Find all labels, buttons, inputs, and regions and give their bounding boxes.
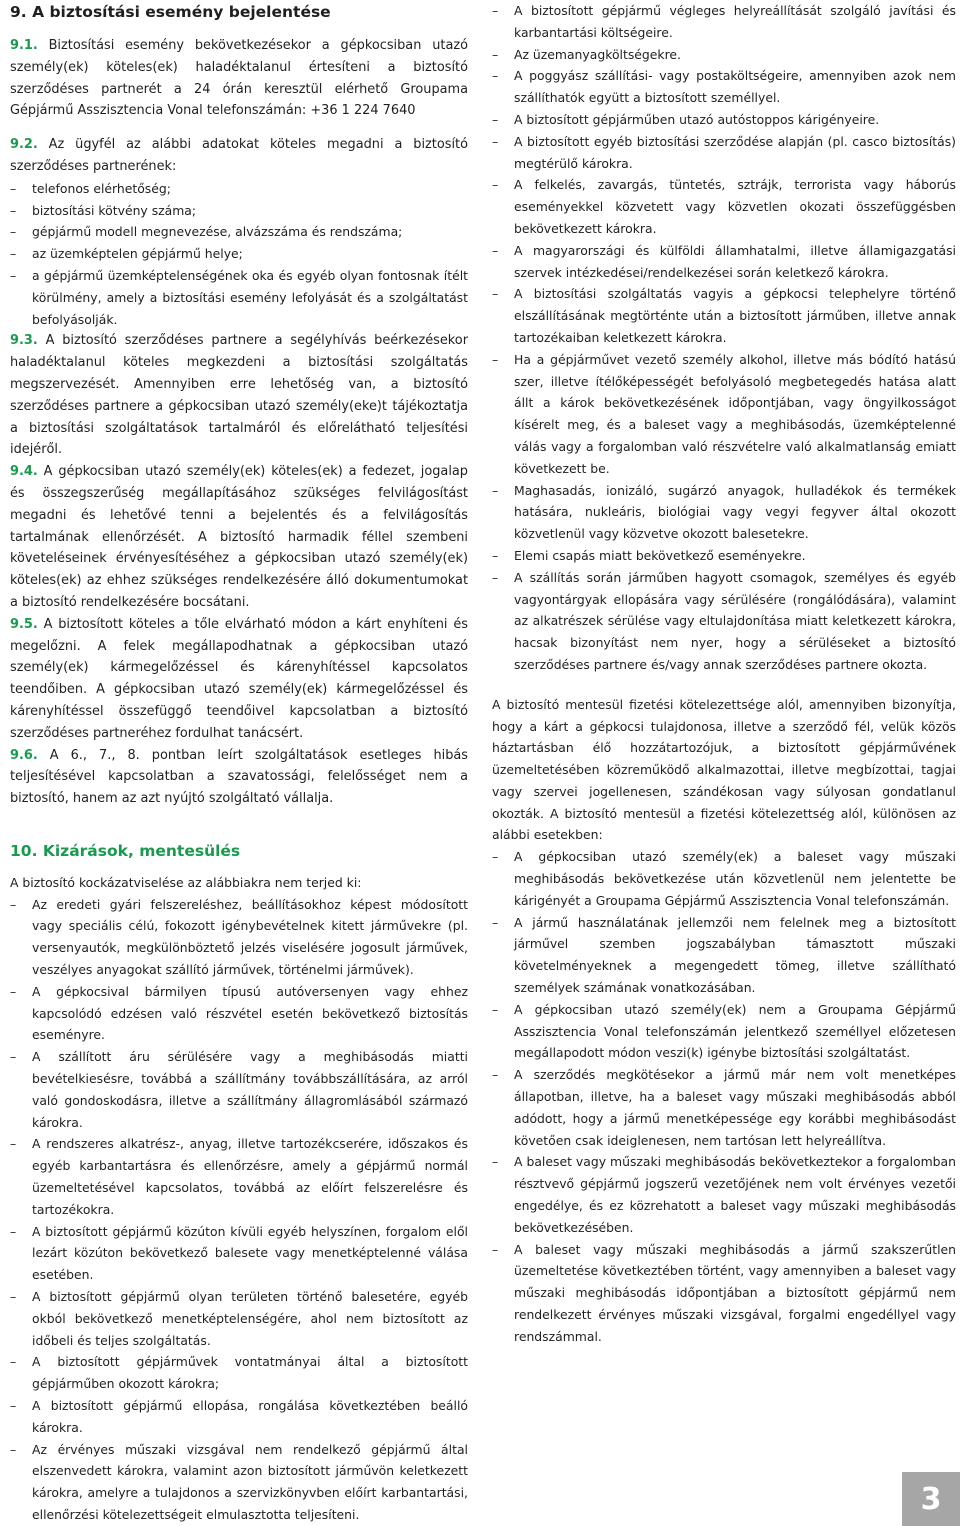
paragraph-9-4: 9.4. A gépkocsiban utazó személy(ek) köteles(ek) a fedezet, jogalap és összegszerűség megállapításához szükséges felvilágosítást megadni és lehetővé tenni a bejelentés és a felvilágosítás tartalmának ellenőrzését. A biztosító harmadik féllel szembeni követeléseinek érvényesítéséhez a gépkocsiban utazó személy(ek) köteles(ek) az ehhez szükséges rendelkezésére álló dokumentumokat a biztosító rendelkezésére bocsátani. [10,464,468,610]
list-item: – Az eredeti gyári felszereléshez, beállításokhoz képest módosított vagy speciális célú, fokozott igénybevételnek kitett járművekre (pl. versenyautók, megkülönböztető jelzés viselésére jogosult járművek, veszélyes anyagokat szállító járművek, történelmi járművek). [10,894,468,981]
list-item: – A felkelés, zavargás, tüntetés, sztrájk, terrorista vagy háborús eseményekkel közvetett vagy közvetlen okozati összefüggésben bekövetkezett károkra. [492,174,956,239]
list-item: – A biztosított egyéb biztosítási szerződése alapján (pl. casco biztosítás) megtérülő károkra. [492,131,956,175]
exemption-list [492,846,956,1347]
page-number: 3 [902,1472,960,1526]
list-item: – A rendszeres alkatrész-, anyag, illetve tartozékcserére, időszakos és egyéb karbantartásra és ellenőrzésre, amely a gépjármű normál üzemeltetésével kapcsolatos, továbbá az előírt felszerelésre és tartozékokra. [10,1133,468,1220]
list-item: – A szállítás során járműben hagyott csomagok, személyes és egyéb vagyontárgyak ellopására vagy sérülésére (rongálódására), valamint az alkatrészek sérülése vagy eltulajdonítása miatt keletkezett károkra, hacsak bizonyítást nem nyer, hogy a sérüléseket a biztosító szerződéses partnere és/vagy annak szerződéses partnere okozta. [492,567,956,676]
list-item: – Az üzemanyagköltségekre. [492,44,956,66]
section-10-intro: A biztosító kockázatviselése az alábbiakra nem terjed ki: [10,874,362,890]
list-item: – A baleset vagy műszaki meghibásodás a jármű szakszerűtlen üzemeltetése következtében történt, vagy amennyiben a baleset vagy műszaki meghibásodás időpontjában a biztosított gépjármű nem rendelkezett érvényes műszaki vizsgával, forgalmi engedéllyel vagy rendszámmal. [492,1239,956,1348]
right-column [492,0,956,1348]
paragraph-9-2: 9.2. Az ügyfél az alábbi adatokat köteles megadni a biztosító szerződéses partnerének: [10,137,468,174]
list-item: – A biztosított gépjárműben utazó autóstoppos kárigényeire. [492,109,956,131]
exclusions-list-right [492,0,956,676]
paragraph-9-1: 9.1. Biztosítási esemény bekövetkezésekor a gépkocsiban utazó személy(ek) köteles(ek) haladéktalanul értesíteni a biztosító szerződéses partnerét a 24 órán keresztül elérhető Groupama Gépjármű Asszisztencia Vonal telefonszámán: +36 1 224 7640 [10,38,468,119]
list-item: – A baleset vagy műszaki meghibásodás bekövetkeztekor a forgalomban résztvevő gépjármű jogszerű vezetőjének nem volt érvényes vezetői engedélye, és ez közrehatott a baleset vagy műszaki meghibásodás bekövetkezésében. [492,1151,956,1238]
list-item: – A gépkocsiban utazó személy(ek) nem a Groupama Gépjármű Asszisztencia Vonal telefonszámán jelentkező személlyel előzetesen megállapodott módon veszi(k) igénybe biztosítási szolgáltatást. [492,999,956,1064]
list-item: – biztosítási kötvény száma; [10,200,468,222]
section-9-body [10,35,468,810]
list-item: – telefonos elérhetőség; [10,178,468,200]
list-item: – A jármű használatának jellemzői nem felelnek meg a biztosított járművel szemben jogszabályban támasztott műszaki követelményeknek a megengedett tömeg, illetve szállítható személyek számának vonatkozásában. [492,912,956,999]
exemption-intro: A biztosító mentesül fizetési kötelezettsége alól, amennyiben bizonyítja, hogy a kárt a gépkocsi tulajdonosa, illetve a szerződő fél, velük közös háztartásban élő hozzátartozójuk, a biztosított gépjárművének üzemeltetésében közreműködő alkalmazottai, illetve megbízottai, tagjai vagy szervei jogellenesen, szándékosan vagy súlyosan gondatlanul okozták. A biztosító mentesül a fizetési kötelezettség alól, különösen az alábbi esetekben: [492,696,956,843]
list-item: – gépjármű modell megnevezése, alvázszáma és rendszáma; [10,221,468,243]
list-item: – A biztosított gépjármű végleges helyreállítását szolgáló javítási és karbantartási költségeire. [492,0,956,44]
list-item: – A gépkocsival bármilyen típusú autóversenyen vagy ehhez kapcsolódó edzésen való részvétel esetén bekövetkező biztosítás eseményre. [10,981,468,1046]
list-item: – A szállított áru sérülésére vagy a meghibásodás miatti bevételkiesésre, továbbá a szállítmány továbbszállítására, az arról való gondoskodásra, illetve a szállítmány állagromlásából származó károkra. [10,1046,468,1133]
section-9-title: 9. A biztosítási esemény bejelentése [10,3,331,21]
paragraph-9-5: 9.5. A biztosított köteles a tőle elvárható módon a kárt enyhíteni és megelőzni. A felek megállapodhatnak a gépkocsiban utazó személy(ek) kármegelőzéssel és kárenyhítéssel kapcsolatos teendőiben. A gépkocsiban utazó személy(ek) kármegelőzéssel és kárenyhítéssel összefüggő teendőivel kapcsolatban a biztosító szerződéses partneréhez fordulhat tanácsért. [10,616,468,741]
list-item: – A gépkocsiban utazó személy(ek) a baleset vagy műszaki meghibásodás bekövetkezése után közvetlenül nem jelentette be kárigényét a Groupama Gépjármű Asszisztencia Vonal telefonszámán. [492,846,956,911]
list-9-2 [10,178,468,331]
paragraph-9-6: 9.6. A 6., 7., 8. pontban leírt szolgáltatások esetleges hibás teljesítésével kapcsolatban a szavatossági, felelősséget nem a biztosító, hanem az azt nyújtó szolgáltató vállalja. [10,747,468,807]
list-item: – A magyarországi és külföldi államhatalmi, illetve államigazgatási szervek intézkedései/rendelkezései során keletkező károkra. [492,240,956,284]
list-item: – az üzemképtelen gépjármű helye; [10,243,468,265]
list-item: – a gépjármű üzemképtelenségének oka és egyéb olyan fontosnak ítélt körülmény, amely a biztosítási esemény lefolyását és a szolgáltatást befolyásolják. [10,265,468,330]
list-item: – A szerződés megkötésekor a jármű már nem volt menetképes állapotban, illetve, ha a baleset vagy műszaki meghibásodás abból adódott, hogy a jármű menetképessége egy korábbi meghibásodást követően csak ideiglenesen, nem tartósan lett helyreállítva. [492,1064,956,1151]
section-10-title: 10. Kizárások, mentesülés [10,841,241,860]
list-item: – Elemi csapás miatt bekövetkező eseményekre. [492,545,956,567]
list-item: – A biztosított gépjármű olyan területen történő balesetére, egyéb okból bekövetkező menetképtelenségére, ahol nem biztosított az időbeli és teljes szolgáltatás. [10,1286,468,1351]
exclusions-list-left [10,894,468,1526]
list-item: – A biztosított gépjármű közúton kívüli egyéb helyszínen, forgalom elől lezárt közúton bekövetkező balesete vagy menetképtelenné válása esetében. [10,1221,468,1286]
list-item: – A biztosított gépjármű ellopása, rongálása következtében beálló károkra. [10,1395,468,1439]
list-item: – Ha a gépjárművet vezető személy alkohol, illetve más bódító hatású szer, illetve ítélőképességét befolyásoló megbetegedés hatása alatt állt a károk bekövetkezésének időpontjában, vagy öngyilkosságot kísérelt meg, és a baleset vagy a meghibásodás, üzemképtelenné válás vagy a forgalomban való részvételre való alkalmatlanság emiatt következett be. [492,349,956,480]
paragraph-9-3: 9.3. A biztosító szerződéses partnere a segélyhívás beérkezésekor haladéktalanul köteles megkezdeni a biztosítási szolgáltatás megszervezését. Amennyiben erre lehetőség van, a biztosító szerződéses partnere a gépkocsiban utazó személy(eke)t tájékoztatja a biztosítási szolgáltatások tartalmáról és előrelátható teljesítési idejéről. [10,333,468,458]
list-item: – Maghasadás, ionizáló, sugárzó anyagok, hulladékok és termékek hatására, nukleáris, biológiai vagy vegyi fegyver által okozott közvetlenül vagy közvetve okozott balesetekre. [492,480,956,545]
list-item: – A biztosított gépjárművek vontatmányai által a biztosított gépjárműben okozott károkra; [10,1351,468,1395]
list-item: – A poggyász szállítási- vagy postaköltségeire, amennyiben azok nem szállíthatók együtt a biztosított személlyel. [492,65,956,109]
list-item: – A biztosítási szolgáltatás vagyis a gépkocsi telephelyre történő elszállításának megtörténte után a biztosított járműben, illetve annak tartozékaiban keletkezett károkra. [492,283,956,348]
list-item: – Az érvényes műszaki vizsgával nem rendelkező gépjármű által elszenvedett károkra, valamint azon biztosított járművön keletkezett károkra, amelyre a tulajdonos a szervizkönyvben előírt karbantartási, ellenőrzési kötelezettségeit elmulasztotta teljesíteni. [10,1439,468,1526]
left-column [10,0,468,1526]
